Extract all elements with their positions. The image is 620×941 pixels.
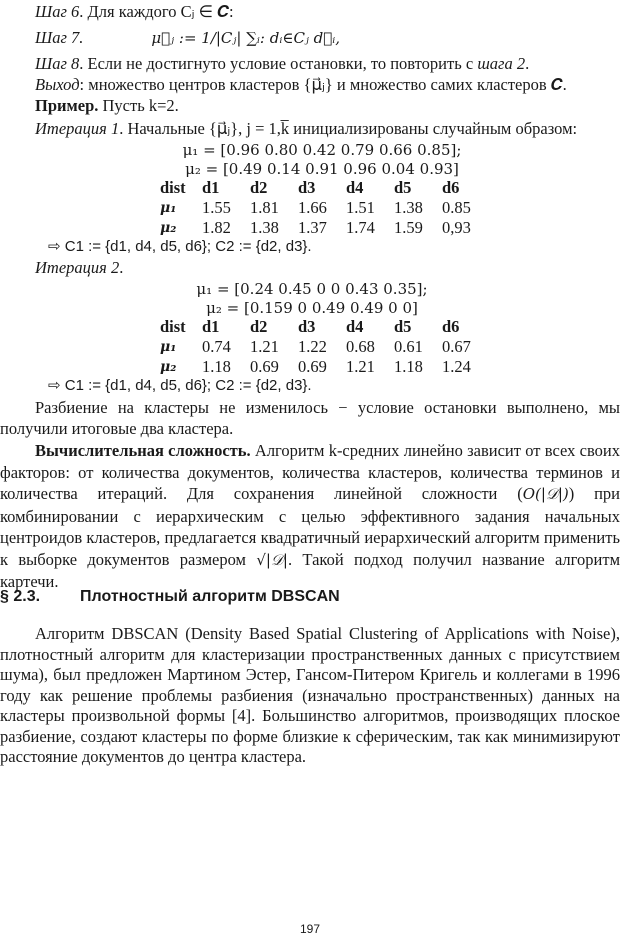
iteration-1-label: Итерация 1 <box>35 119 120 138</box>
iteration-2-label: Итерация 2 <box>35 258 120 277</box>
table-cell: 1.18 <box>202 357 231 376</box>
table-cell: 1.51 <box>346 198 375 217</box>
table-cell: 0.67 <box>442 337 471 356</box>
iteration-2-mu1: μ₁ = [0.24 0.45 0 0 0.43 0.35]; <box>196 280 428 298</box>
table-cell: 1.21 <box>250 337 279 356</box>
row-label: μ₂ <box>160 359 177 375</box>
table-cell: 1.21 <box>346 357 375 376</box>
table-header-row <box>160 178 490 198</box>
table-cell: 0.68 <box>346 337 375 356</box>
table-cell: 0.74 <box>202 337 231 356</box>
table-cell: 1.37 <box>298 218 327 237</box>
table-cell: 1.74 <box>346 218 375 237</box>
table-cell: 1.22 <box>298 337 327 356</box>
output-text: : множество центров кластеров {μ⃗ⱼ} и множество самих кластеров 𝑪. <box>79 75 567 94</box>
table-cell: 1.24 <box>442 357 471 376</box>
header-cell: d3 <box>298 317 316 336</box>
example-label: Пример. <box>35 96 99 115</box>
table-cell: 1.59 <box>394 218 423 237</box>
step-8-text: . Если не достигнуто условие остановки, то повторить с <box>79 54 478 73</box>
step-7 <box>35 28 340 48</box>
header-cell: d1 <box>202 317 220 336</box>
step-8-label: Шаг 8 <box>35 54 80 73</box>
table-cell: 0.85 <box>442 198 471 217</box>
paragraph-unchanged-text: Разбиение на кластеры не изменилось − условие остановки выполнено, мы получили итоговые два кластера. <box>0 398 620 438</box>
paragraph-dbscan-text: Алгоритм DBSCAN (Density Based Spatial Clustering of Applications with Noise), плотностный алгоритм для кластеризации пространственных данных с присутствием шума), был предложен Мартином Эстер, Гансом-Питером Кригель и коллегами в 1996 году как решение проблемы разбиения (изначально пространственных) данных на кластеры произвольной формы [4]. Большинство алгоритмов, производящих плоское разбиение, создают кластеры по форме близкие к сферическим, так как минимизируют расстояние документов до центра кластера. <box>0 624 620 766</box>
table-cell: 1.66 <box>298 198 327 217</box>
header-cell: d4 <box>346 317 364 336</box>
complexity-label: Вычислительная сложность. <box>35 441 251 460</box>
table-header-row <box>160 317 490 337</box>
table-row <box>160 357 490 377</box>
table-cell: 1.18 <box>394 357 423 376</box>
header-cell: d4 <box>346 178 364 197</box>
iteration-1-result: ⇨ C1 := {d1, d4, d5, d6}; C2 := {d2, d3}. <box>48 238 312 255</box>
paragraph-dbscan <box>0 624 620 768</box>
row-label: μ₂ <box>160 220 177 236</box>
step-6-label: Шаг 6 <box>35 2 80 21</box>
header-cell: d1 <box>202 178 220 197</box>
header-cell: d3 <box>298 178 316 197</box>
header-cell: d6 <box>442 317 460 336</box>
iteration-1-text: . Начальные {μ⃗ⱼ}, j = 1,k̅ инициализированы случайным образом: <box>119 119 578 138</box>
row-label: μ₁ <box>160 339 177 355</box>
table-cell: 1.38 <box>250 218 279 237</box>
step-6-text: . Для каждого Cⱼ ∈ 𝑪: <box>79 2 234 21</box>
header-cell: d6 <box>442 178 460 197</box>
table-cell: 1.82 <box>202 218 231 237</box>
table-cell: 0,93 <box>442 218 471 237</box>
step-8-ref: шага 2 <box>477 54 526 73</box>
section-number: § 2.3. <box>0 588 41 605</box>
step-7-formula: μ⃗ⱼ := 1/|Cⱼ| ∑ᵢ: dᵢ∈Cⱼ d⃗ᵢ, <box>151 29 341 47</box>
header-cell: d5 <box>394 178 412 197</box>
iteration-2-result: ⇨ C1 := {d1, d4, d5, d6}; C2 := {d2, d3}. <box>48 377 312 394</box>
iteration-2-distance-table <box>160 317 490 377</box>
row-label: μ₁ <box>160 200 177 216</box>
complexity-formula: O(|𝒟|) <box>522 485 569 503</box>
table-cell: 1.38 <box>394 198 423 217</box>
iteration-1-distance-table <box>160 178 490 238</box>
table-cell: 0.69 <box>250 357 279 376</box>
table-cell: 0.61 <box>394 337 423 356</box>
example-text: Пусть k=2. <box>98 96 179 115</box>
page-number: 197 <box>299 922 321 936</box>
iteration-1-mu1: μ₁ = [0.96 0.80 0.42 0.79 0.66 0.85]; <box>182 141 462 159</box>
complexity-text: . Такой подход получил название алгоритм картечи. <box>0 549 620 591</box>
complexity-text: Алгоритм k-средних линейно зависит от всех своих факторов: от количества документов, количества кластеров, количества терминов и количества итераций. Для сохранения линейной сложности ( <box>0 441 620 503</box>
table-row <box>160 337 490 357</box>
table-cell: 1.81 <box>250 198 279 217</box>
iteration-1-line <box>35 119 577 139</box>
header-cell: dist <box>160 178 186 197</box>
header-cell: d2 <box>250 178 268 197</box>
output-label: Выход <box>35 75 80 94</box>
sqrt-formula: √|𝒟| <box>256 550 288 569</box>
iteration-2-text: . <box>119 258 124 277</box>
paragraph-complexity <box>0 440 620 593</box>
paragraph-unchanged <box>0 398 620 439</box>
step-7-label: Шаг 7. <box>35 28 84 47</box>
complexity-text: ) при комбинировании с иерархическим с целью эффективного задания начальных центроидов кластеров, предлагается квадратичный иерархический алгоритм применить к выборке документов размером <box>0 484 620 569</box>
table-row <box>160 218 490 238</box>
table-cell: 0.69 <box>298 357 327 376</box>
iteration-1-mu2: μ₂ = [0.49 0.14 0.91 0.96 0.04 0.93] <box>185 160 459 178</box>
iteration-2-line <box>35 258 123 278</box>
table-cell: 1.55 <box>202 198 231 217</box>
table-row <box>160 198 490 218</box>
iteration-2-mu2: μ₂ = [0.159 0 0.49 0.49 0 0] <box>206 299 418 317</box>
step-6 <box>35 2 234 22</box>
example-line <box>35 96 179 116</box>
header-cell: dist <box>160 317 186 336</box>
header-cell: d2 <box>250 317 268 336</box>
step-8-end: . <box>525 54 530 73</box>
header-cell: d5 <box>394 317 412 336</box>
section-heading <box>0 588 340 606</box>
section-title: Плотностный алгоритм DBSCAN <box>80 588 340 605</box>
output-line <box>35 75 567 95</box>
step-8 <box>35 54 529 74</box>
